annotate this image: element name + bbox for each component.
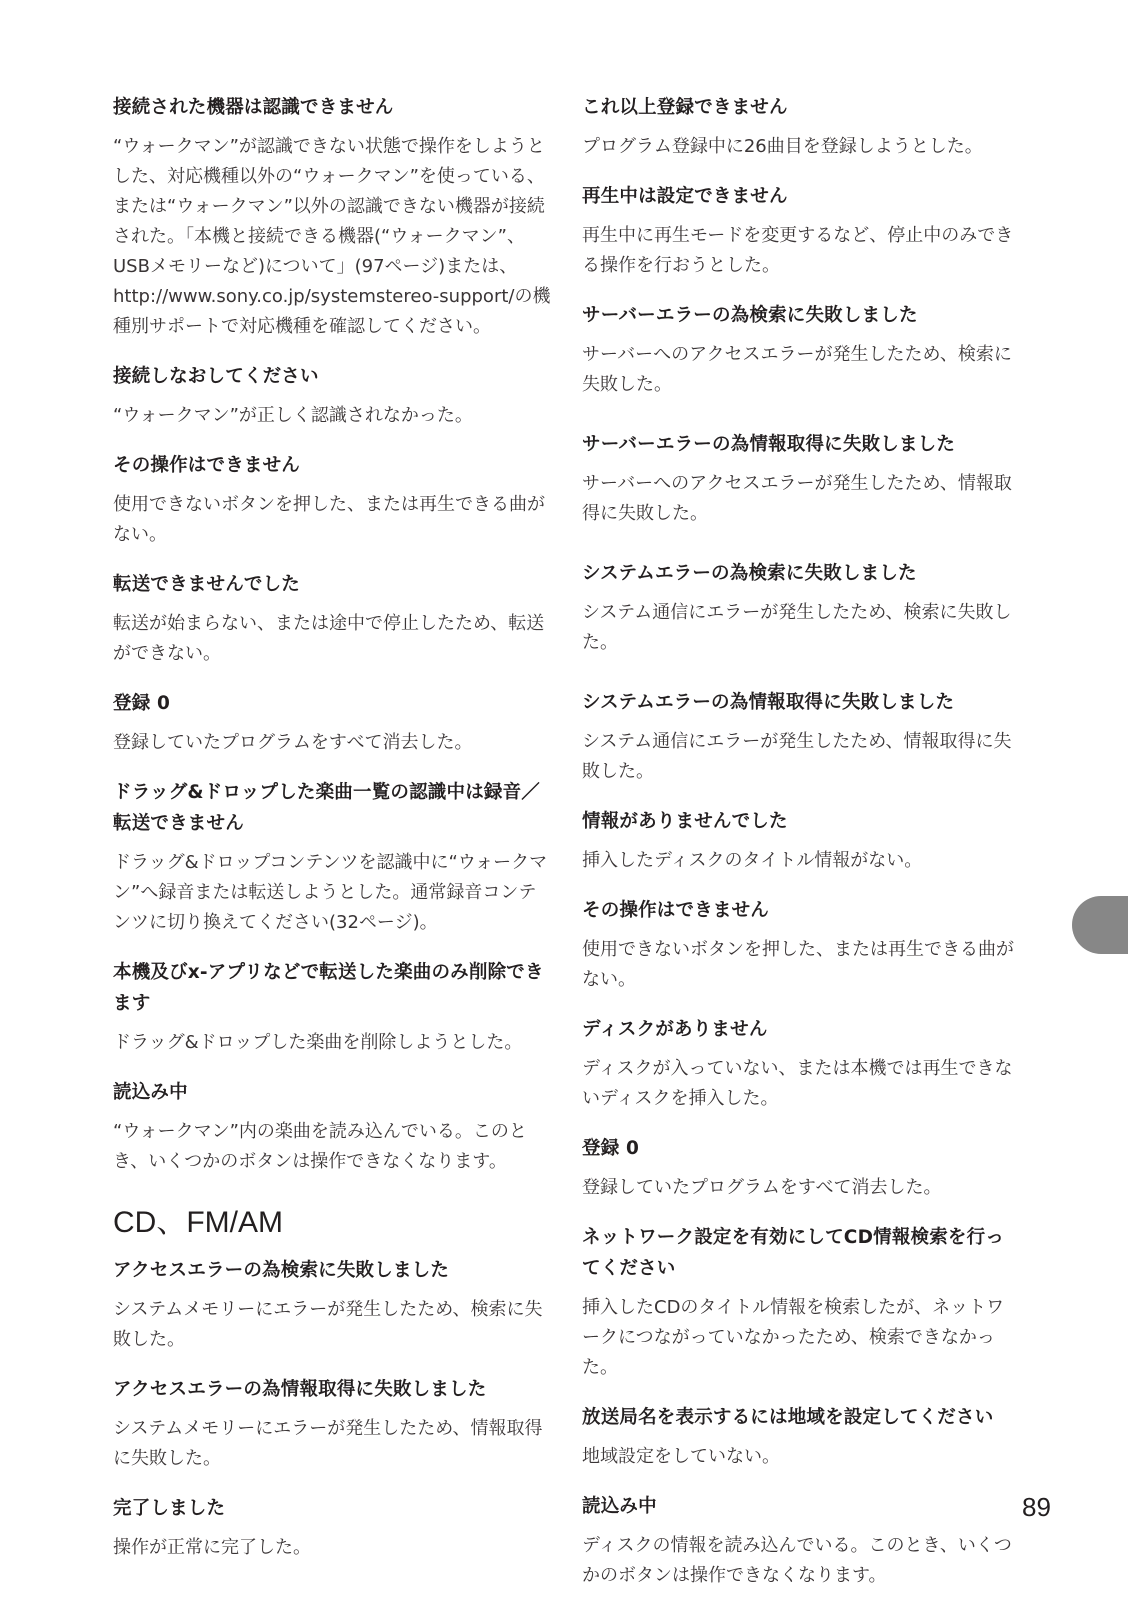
message-entry bbox=[582, 1014, 1022, 1114]
message-entry bbox=[113, 361, 553, 431]
message-entry bbox=[113, 1255, 553, 1355]
right-column bbox=[582, 92, 1022, 1591]
message-description: 登録していたプログラムをすべて消去した。 bbox=[113, 732, 473, 753]
message-title: ドラッグ&ドロップした楽曲一覧の認識中は録音／転送できません bbox=[113, 782, 540, 834]
message-description: プログラム登録中に26曲目を登録しようとした。 bbox=[582, 136, 983, 157]
message-entry bbox=[113, 1374, 553, 1474]
message-description: サーバーへのアクセスエラーが発生したため、検索に失敗した。 bbox=[582, 344, 1012, 395]
message-entry bbox=[113, 688, 553, 758]
message-entry bbox=[582, 429, 1022, 529]
message-title: 接続しなおしてください bbox=[113, 366, 319, 387]
message-description: ドラッグ&ドロップした楽曲を削除しようとした。 bbox=[113, 1032, 523, 1053]
message-entry bbox=[113, 450, 553, 550]
message-title: 放送局名を表示するには地域を設定してください bbox=[582, 1407, 994, 1428]
message-description: 地域設定をしていない。 bbox=[582, 1446, 780, 1467]
message-entry bbox=[113, 777, 553, 938]
message-entry bbox=[582, 806, 1022, 876]
message-entry bbox=[582, 558, 1022, 658]
message-description: “ウォークマン”が正しく認識されなかった。 bbox=[113, 405, 473, 426]
message-description: “ウォークマン”内の楽曲を読み込んでいる。このとき、いくつかのボタンは操作できなくなります。 bbox=[113, 1121, 527, 1172]
message-title: アクセスエラーの為検索に失敗しました bbox=[113, 1260, 450, 1281]
message-entry bbox=[582, 92, 1022, 162]
message-description: 使用できないボタンを押した、または再生できる曲がない。 bbox=[113, 494, 545, 545]
message-entry bbox=[113, 1077, 553, 1177]
message-title: 完了しました bbox=[113, 1498, 226, 1519]
message-entry bbox=[582, 1133, 1022, 1203]
message-entry bbox=[113, 569, 553, 669]
section-title: CD、FM/AM bbox=[113, 1206, 283, 1239]
message-title: 読込み中 bbox=[113, 1082, 188, 1103]
message-description: ディスクが入っていない、または本機では再生できないディスクを挿入した。 bbox=[582, 1058, 1013, 1109]
message-entry bbox=[113, 957, 553, 1058]
message-description: 使用できないボタンを押した、または再生できる曲がない。 bbox=[582, 939, 1014, 990]
message-title: システムエラーの為情報取得に失敗しました bbox=[582, 692, 955, 713]
message-description: システム通信にエラーが発生したため、検索に失敗した。 bbox=[582, 602, 1012, 653]
message-entry bbox=[582, 181, 1022, 281]
message-entry bbox=[582, 687, 1022, 787]
message-title: サーバーエラーの為情報取得に失敗しました bbox=[582, 434, 956, 455]
message-entry bbox=[582, 895, 1022, 995]
message-title: これ以上登録できません bbox=[582, 97, 788, 118]
message-description: “ウォークマン”が認識できない状態で操作をしようとした、対応機種以外の“ウォークマン”を使っている、または“ウォークマン”以外の認識できない機器が接続された。「本機と接続できる機器(“ウォークマン”、USBメモリーなど)について」(97ページ)または、http://www.sony.co.jp/systemstereo-support/の機種別サポートで対応機種を確認してください。 bbox=[113, 136, 551, 337]
message-description: 挿入したCDのタイトル情報を検索したが、ネットワークにつながっていなかったため、検索できなかった。 bbox=[582, 1297, 1005, 1378]
message-description: ディスクの情報を読み込んでいる。このとき、いくつかのボタンは操作できなくなります。 bbox=[582, 1535, 1012, 1586]
message-title: 転送できませんでした bbox=[113, 574, 301, 595]
page-number: 89 bbox=[1022, 1492, 1051, 1522]
message-description: システム通信にエラーが発生したため、情報取得に失敗した。 bbox=[582, 731, 1012, 782]
message-title: 登録 0 bbox=[113, 693, 171, 714]
message-title: 情報がありませんでした bbox=[582, 811, 788, 832]
message-entry bbox=[582, 1491, 1022, 1591]
message-description: 転送が始まらない、または途中で停止したため、転送ができない。 bbox=[113, 613, 545, 664]
message-title: 登録 0 bbox=[582, 1138, 640, 1159]
message-title: その操作はできません bbox=[582, 900, 770, 921]
message-description: サーバーへのアクセスエラーが発生したため、情報取得に失敗した。 bbox=[582, 473, 1012, 524]
message-entry bbox=[582, 1222, 1022, 1383]
message-description: システムメモリーにエラーが発生したため、情報取得に失敗した。 bbox=[113, 1418, 543, 1469]
chapter-thumb-tab bbox=[1072, 896, 1128, 954]
message-title: ネットワーク設定を有効にしてCD情報検索を行ってください bbox=[582, 1227, 1005, 1279]
message-title: サーバーエラーの為検索に失敗しました bbox=[582, 305, 918, 326]
message-title: 再生中は設定できません bbox=[582, 186, 788, 207]
message-title: その操作はできません bbox=[113, 455, 301, 476]
message-title: 本機及びx-アプリなどで転送した楽曲のみ削除できます bbox=[113, 962, 544, 1014]
message-title: 読込み中 bbox=[582, 1496, 657, 1517]
left-column bbox=[113, 92, 553, 1563]
message-description: 再生中に再生モードを変更するなど、停止中のみできる操作を行おうとした。 bbox=[582, 225, 1014, 276]
message-description: 操作が正常に完了した。 bbox=[113, 1537, 311, 1558]
message-description: システムメモリーにエラーが発生したため、検索に失敗した。 bbox=[113, 1299, 543, 1350]
message-entry bbox=[582, 1402, 1022, 1472]
message-entry bbox=[113, 92, 553, 342]
message-title: ディスクがありません bbox=[582, 1019, 768, 1040]
message-title: アクセスエラーの為情報取得に失敗しました bbox=[113, 1379, 487, 1400]
message-title: システムエラーの為検索に失敗しました bbox=[582, 563, 917, 584]
message-description: 登録していたプログラムをすべて消去した。 bbox=[582, 1177, 942, 1198]
message-description: 挿入したディスクのタイトル情報がない。 bbox=[582, 850, 923, 871]
message-description: ドラッグ&ドロップコンテンツを認識中に“ウォークマン”へ録音または転送しようとした。通常録音コンテンツに切り換えてください(32ページ)。 bbox=[113, 852, 548, 933]
message-title: 接続された機器は認識できません bbox=[113, 97, 394, 118]
message-entry bbox=[582, 300, 1022, 400]
message-entry bbox=[113, 1493, 553, 1563]
